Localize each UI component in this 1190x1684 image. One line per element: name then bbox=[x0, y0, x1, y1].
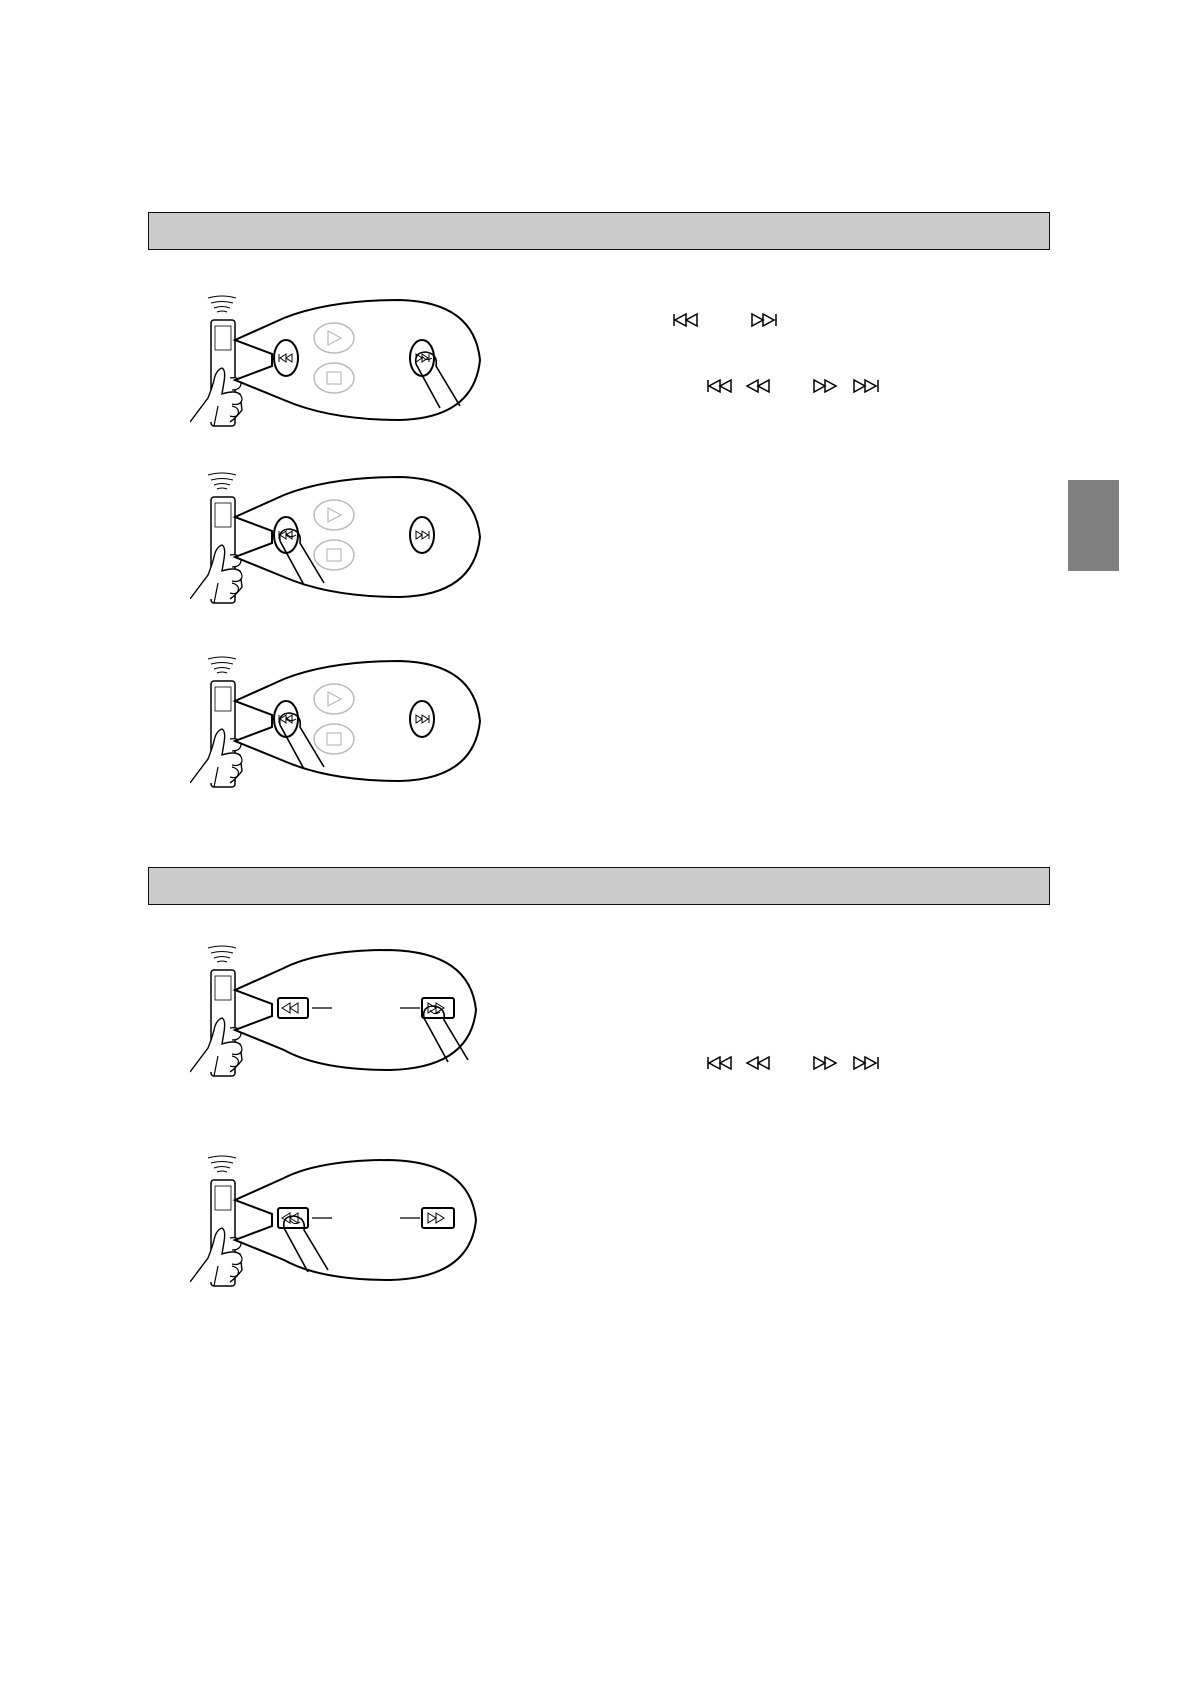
fast-forward-icon bbox=[812, 1055, 844, 1071]
remote-illustration-skip-forward bbox=[190, 290, 490, 430]
chapter-tab bbox=[1068, 480, 1119, 571]
skip-back-icon bbox=[706, 378, 738, 394]
skip-forward-icon bbox=[852, 1055, 884, 1071]
remote-illustration-fast-forward bbox=[190, 940, 490, 1080]
skip-back-icon bbox=[672, 312, 704, 328]
skip-forward-icon bbox=[852, 378, 884, 394]
skip-back-icon bbox=[706, 1055, 738, 1071]
section-header-skip bbox=[148, 212, 1050, 250]
section-header-search bbox=[148, 867, 1050, 905]
remote-illustration-skip-back bbox=[190, 467, 490, 607]
rewind-icon bbox=[744, 378, 776, 394]
skip-forward-icon bbox=[750, 312, 782, 328]
remote-illustration-skip-back-repeat bbox=[190, 651, 490, 791]
rewind-icon bbox=[744, 1055, 776, 1071]
fast-forward-icon bbox=[812, 378, 844, 394]
remote-illustration-rewind bbox=[190, 1150, 490, 1290]
